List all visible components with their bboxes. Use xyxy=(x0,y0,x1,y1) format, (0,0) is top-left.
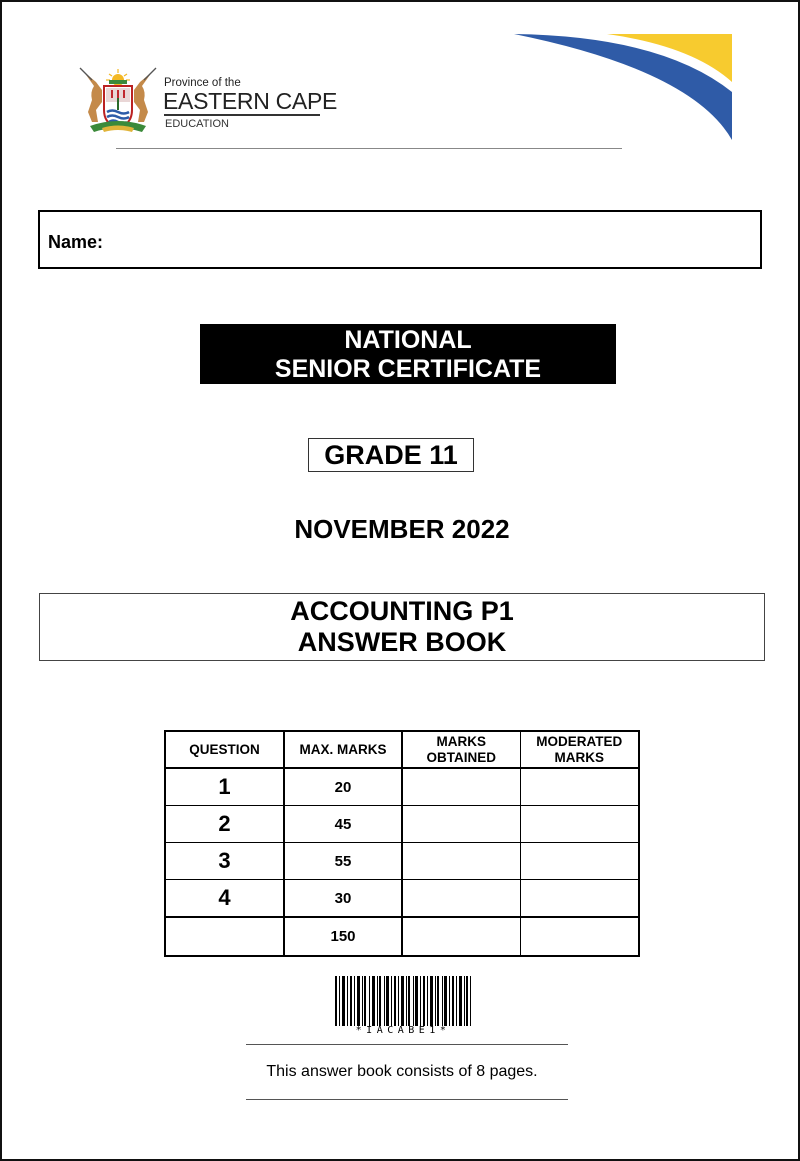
question-number: 3 xyxy=(165,843,284,880)
subject-line-1: ACCOUNTING P1 xyxy=(290,596,514,626)
question-number: 4 xyxy=(165,880,284,918)
logo-eastern-cape-text: EASTERN CAPE xyxy=(163,88,338,114)
certificate-banner xyxy=(200,324,616,384)
coat-of-arms-icon xyxy=(76,66,160,134)
banner-line-1: NATIONAL xyxy=(344,326,472,354)
logo-education-text: EDUCATION xyxy=(165,118,229,130)
banner-line-2: SENIOR CERTIFICATE xyxy=(274,355,542,383)
table-row xyxy=(165,768,639,806)
moderated-marks-cell[interactable] xyxy=(520,880,639,918)
swoosh-graphic-icon xyxy=(512,30,737,142)
header-moderated-marks: MODERATED MARKS xyxy=(520,731,639,768)
moderated-marks-cell[interactable] xyxy=(520,768,639,806)
subject-line-2: ANSWER BOOK xyxy=(297,627,507,657)
exam-date: NOVEMBER 2022 xyxy=(294,514,510,544)
header-max-marks: MAX. MARKS xyxy=(284,731,402,768)
moderated-marks-cell[interactable] xyxy=(520,806,639,843)
barcode-icon xyxy=(335,976,471,1026)
total-label-cell xyxy=(165,917,284,956)
max-marks-cell: 30 xyxy=(284,880,402,918)
footer-divider-bottom xyxy=(246,1099,568,1100)
name-field[interactable] xyxy=(38,210,762,269)
question-number: 1 xyxy=(165,768,284,806)
marks-obtained-cell[interactable] xyxy=(402,806,520,843)
table-header-row xyxy=(165,731,639,768)
barcode-text: *IACABE1* xyxy=(355,1025,451,1036)
page-count-note: This answer book consists of 8 pages. xyxy=(266,1063,538,1080)
header-question: QUESTION xyxy=(165,731,284,768)
moderated-marks-cell[interactable] xyxy=(520,843,639,880)
name-label: Name: xyxy=(48,232,104,252)
marks-obtained-cell[interactable] xyxy=(402,880,520,918)
max-marks-cell: 55 xyxy=(284,843,402,880)
marks-table xyxy=(164,730,640,957)
table-row xyxy=(165,843,639,880)
max-marks-cell: 20 xyxy=(284,768,402,806)
total-obtained-cell[interactable] xyxy=(402,917,520,956)
table-total-row xyxy=(165,917,639,956)
total-moderated-cell[interactable] xyxy=(520,917,639,956)
logo-underline xyxy=(164,114,320,116)
footer-divider-top xyxy=(246,1044,568,1045)
logo-province-text: Province of the xyxy=(164,77,241,89)
max-marks-cell: 45 xyxy=(284,806,402,843)
header-marks-obtained: MARKS OBTAINED xyxy=(402,731,520,768)
grade-label: GRADE 11 xyxy=(308,438,474,472)
subject-title-box xyxy=(39,593,765,661)
table-row xyxy=(165,806,639,843)
header-divider xyxy=(116,148,622,149)
marks-obtained-cell[interactable] xyxy=(402,843,520,880)
total-max-marks: 150 xyxy=(284,917,402,956)
table-row xyxy=(165,880,639,918)
marks-obtained-cell[interactable] xyxy=(402,768,520,806)
question-number: 2 xyxy=(165,806,284,843)
